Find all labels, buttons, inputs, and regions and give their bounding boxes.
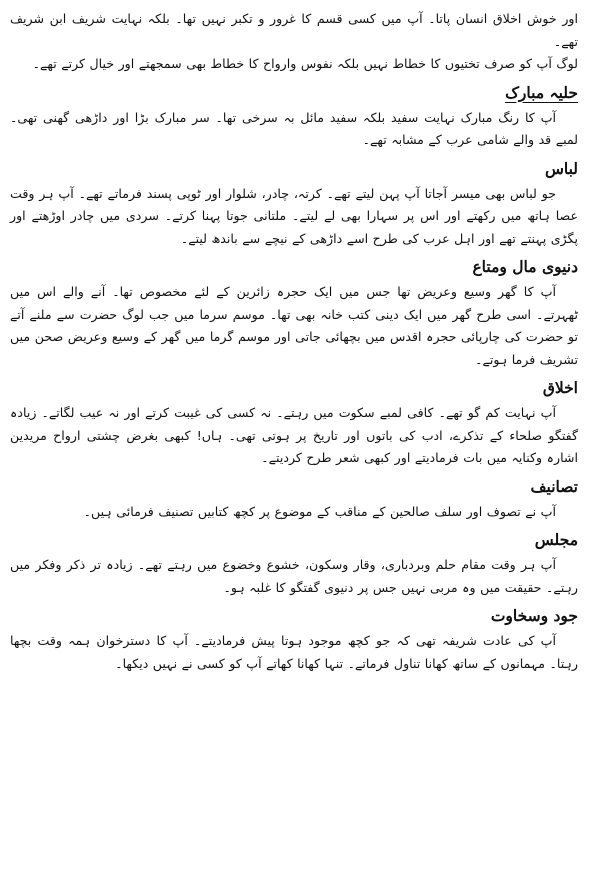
section-heading: حلیہ مبارک bbox=[505, 82, 578, 102]
intro-paragraph-2: لوگ آپ کو صرف تختیوں کا خطاط نہیں بلکہ نفوس وارواح کا خطاط بھی سمجھتے اور خیال کرتے تھے۔ bbox=[32, 56, 578, 71]
section-character bbox=[10, 375, 578, 470]
section-heading: مجلس bbox=[534, 530, 578, 549]
intro-paragraph-1: اور خوش اخلاق انسان پاتا۔ آپ میں کسی قسم کا غرور و تکبر نہیں تھا۔ بلکہ نہایت شریف ابن شریف تھے۔ bbox=[10, 11, 578, 49]
section-paragraph: آپ ہر وقت مقام حلم وبردباری، وقار وسکون، خشوع وخضوع میں رہتے تھے۔ زیادہ تر ذکر وفکر میں رہتے۔ حقیقت میں وہ مربی نہیں جس پر دنیوی گفتگو کا غلبہ ہو۔ bbox=[10, 557, 578, 595]
section-heading: تصانیف bbox=[530, 476, 578, 496]
section-heading: دنیوی مال ومتاع bbox=[472, 257, 578, 276]
section-paragraph: آپ کا گھر وسیع وعریض تھا جس میں ایک حجرہ زائرین کے لئے مخصوص تھا۔ آنے والے اس میں ٹھہرتے۔ اسی طرح گھر میں ایک دینی کتب خانہ بھی تھا۔ موسم سرما میں جب لوگ حضرت سے ملنے آتے تو حضرت کی چارپائی حجرہ اقدس میں بچھائی جاتی اور موسم گرما میں گھر کے وسیع وعریض صحن میں تشریف فرما ہوتے۔ bbox=[10, 284, 578, 367]
section-generosity bbox=[10, 603, 578, 675]
section-heading: جود وسخاوت bbox=[490, 606, 578, 625]
section-writings bbox=[10, 474, 578, 524]
section-paragraph: آپ کا رنگ مبارک نہایت سفید بلکہ سفید مائل بہ سرخی تھا۔ سر مبارک بڑا اور داڑھی گھنی تھی۔ لمبے قد والے شامی عرب کے مشابہ تھے۔ bbox=[10, 109, 578, 147]
intro-section bbox=[10, 8, 578, 76]
section-paragraph: آپ کی عادت شریفہ تھی کہ جو کچھ موجود ہوتا پیش فرمادیتے۔ آپ کا دسترخوان ہمہ وقت بچھا رہتا۔ مہمانوں کے ساتھ کھانا تناول فرماتے۔ تنہا کھانا کھاتے آپ کو کسی نے نہیں دیکھا۔ bbox=[10, 633, 578, 671]
section-gathering bbox=[10, 527, 578, 599]
section-paragraph: جو لباس بھی میسر آجاتا آپ پہن لیتے تھے۔ کرتہ، چادر، شلوار اور ٹوپی پسند فرماتے تھے۔ آپ ہر وقت عصا ہاتھ میں رکھتے اور اس پر سہارا بھی لے لیتے۔ ملتانی جوتا پہنا کرتے۔ سردی میں چادر اوڑھتے اور پگڑی پہنتے تھے اور اہل عرب کی طرح اسے داڑھی کے نیچے سے باندھ لیتے۔ bbox=[10, 185, 578, 246]
section-heading: اخلاق bbox=[542, 378, 578, 397]
section-worldly-possessions bbox=[10, 254, 578, 371]
section-paragraph: آپ نے تصوف اور سلف صالحین کے مناقب کے موضوع پر کچھ کتابیں تصنیف فرمائی ہیں۔ bbox=[83, 503, 556, 519]
section-paragraph: آپ نہایت کم گو تھے۔ کافی لمبے سکوت میں رہتے۔ نہ کسی کی غیبت کرتے اور نہ عیب لگاتے۔ زیادہ گفتگو صلحاء کے تذکرے، ادب کی باتوں اور تاریخ پر ہوتی تھی۔ ہاں! کبھی بغرض چشتی ارواح مریدین اشارہ وکنایہ میں بات فرمادیتے اور کبھی شعر طرح کردیتے۔ bbox=[10, 405, 578, 465]
section-clothing bbox=[10, 156, 578, 251]
section-appearance bbox=[10, 80, 578, 152]
section-heading: لباس bbox=[544, 158, 578, 178]
